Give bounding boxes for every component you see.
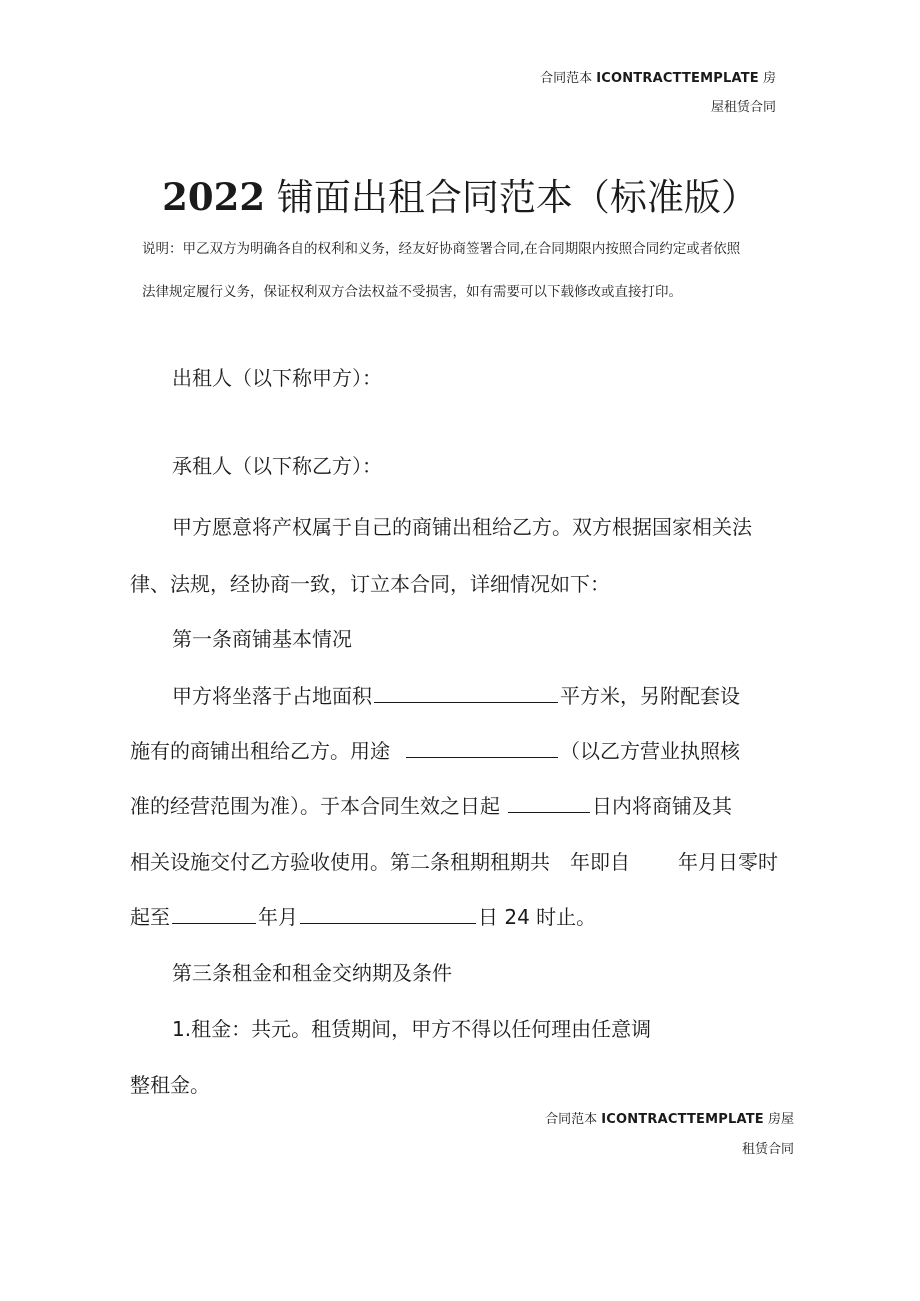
article-1-line-1	[172, 682, 740, 710]
text-segment: 准的经营范围为准）。于本合同生效之日起	[130, 794, 500, 818]
text-segment: 年月	[258, 905, 298, 929]
lessee-line: 承租人（以下称乙方）：	[172, 454, 382, 478]
article-1-line-2	[130, 737, 740, 765]
header-line-1	[540, 72, 776, 85]
text-segment: 甲方将坐落于占地面积	[172, 684, 372, 708]
article-1-line-4	[130, 848, 778, 876]
description-line-1: 说明：甲乙双方为明确各自的权利和义务，经友好协商签署合同,在合同期限内按照合同约定或者依照	[142, 241, 741, 257]
text-segment: 年即自	[570, 850, 630, 874]
header-line-2: 屋租赁合同	[710, 100, 776, 115]
text-segment: 日内将商铺及其	[592, 794, 732, 818]
intro-line-1: 甲方愿意将产权属于自己的商铺出租给乙方。双方根据国家相关法	[172, 515, 752, 539]
header-prefix: 合同范本	[540, 71, 597, 86]
fill-blank-end-year[interactable]	[172, 903, 256, 924]
article-1-line-5	[130, 903, 596, 931]
article-1-title: 第一条商铺基本情况	[172, 627, 352, 651]
text-segment: 相关设施交付乙方验收使用。第二条租期租期共	[130, 850, 550, 874]
text-segment: 日 24 时止。	[478, 905, 597, 929]
article-3-line-2: 整租金。	[130, 1073, 210, 1097]
text-segment: 年月日零时	[678, 850, 778, 874]
footer-line-2: 租赁合同	[741, 1142, 794, 1157]
text-segment: 平方米，另附配套设	[560, 684, 740, 708]
title-text: 铺面出租合同范本（标准版）	[265, 176, 758, 219]
article-3-line-1: 1.租金：共元。租赁期间，甲方不得以任何理由任意调	[172, 1017, 652, 1041]
header-suffix: 房	[758, 71, 776, 86]
fill-blank-usage[interactable]	[406, 737, 558, 758]
lessor-line: 出租人（以下称甲方）：	[172, 366, 382, 390]
description-line-2: 法律规定履行义务，保证权利双方合法权益不受损害，如有需要可以下载修改或直接打印。	[142, 284, 682, 300]
text-segment: 起至	[130, 905, 170, 929]
text-segment: 施有的商铺出租给乙方。用途	[130, 739, 390, 763]
fill-blank-end-date[interactable]	[300, 903, 476, 924]
header-brand: ICONTRACTTEMPLATE	[596, 71, 759, 86]
article-3-title: 第三条租金和租金交纳期及条件	[172, 961, 452, 985]
fill-blank-days[interactable]	[508, 792, 590, 813]
intro-line-2: 律、法规，经协商一致，订立本合同，详细情况如下：	[130, 572, 610, 596]
article-1-line-3	[130, 792, 732, 820]
footer-brand: ICONTRACTTEMPLATE	[601, 1112, 764, 1127]
text-segment: （以乙方营业执照核	[560, 739, 740, 763]
document-title	[0, 172, 920, 223]
title-year: 2022	[162, 175, 266, 219]
footer-line-1	[545, 1113, 794, 1126]
fill-blank-area[interactable]	[374, 682, 558, 703]
footer-suffix: 房屋	[763, 1112, 794, 1127]
footer-prefix: 合同范本	[545, 1112, 602, 1127]
